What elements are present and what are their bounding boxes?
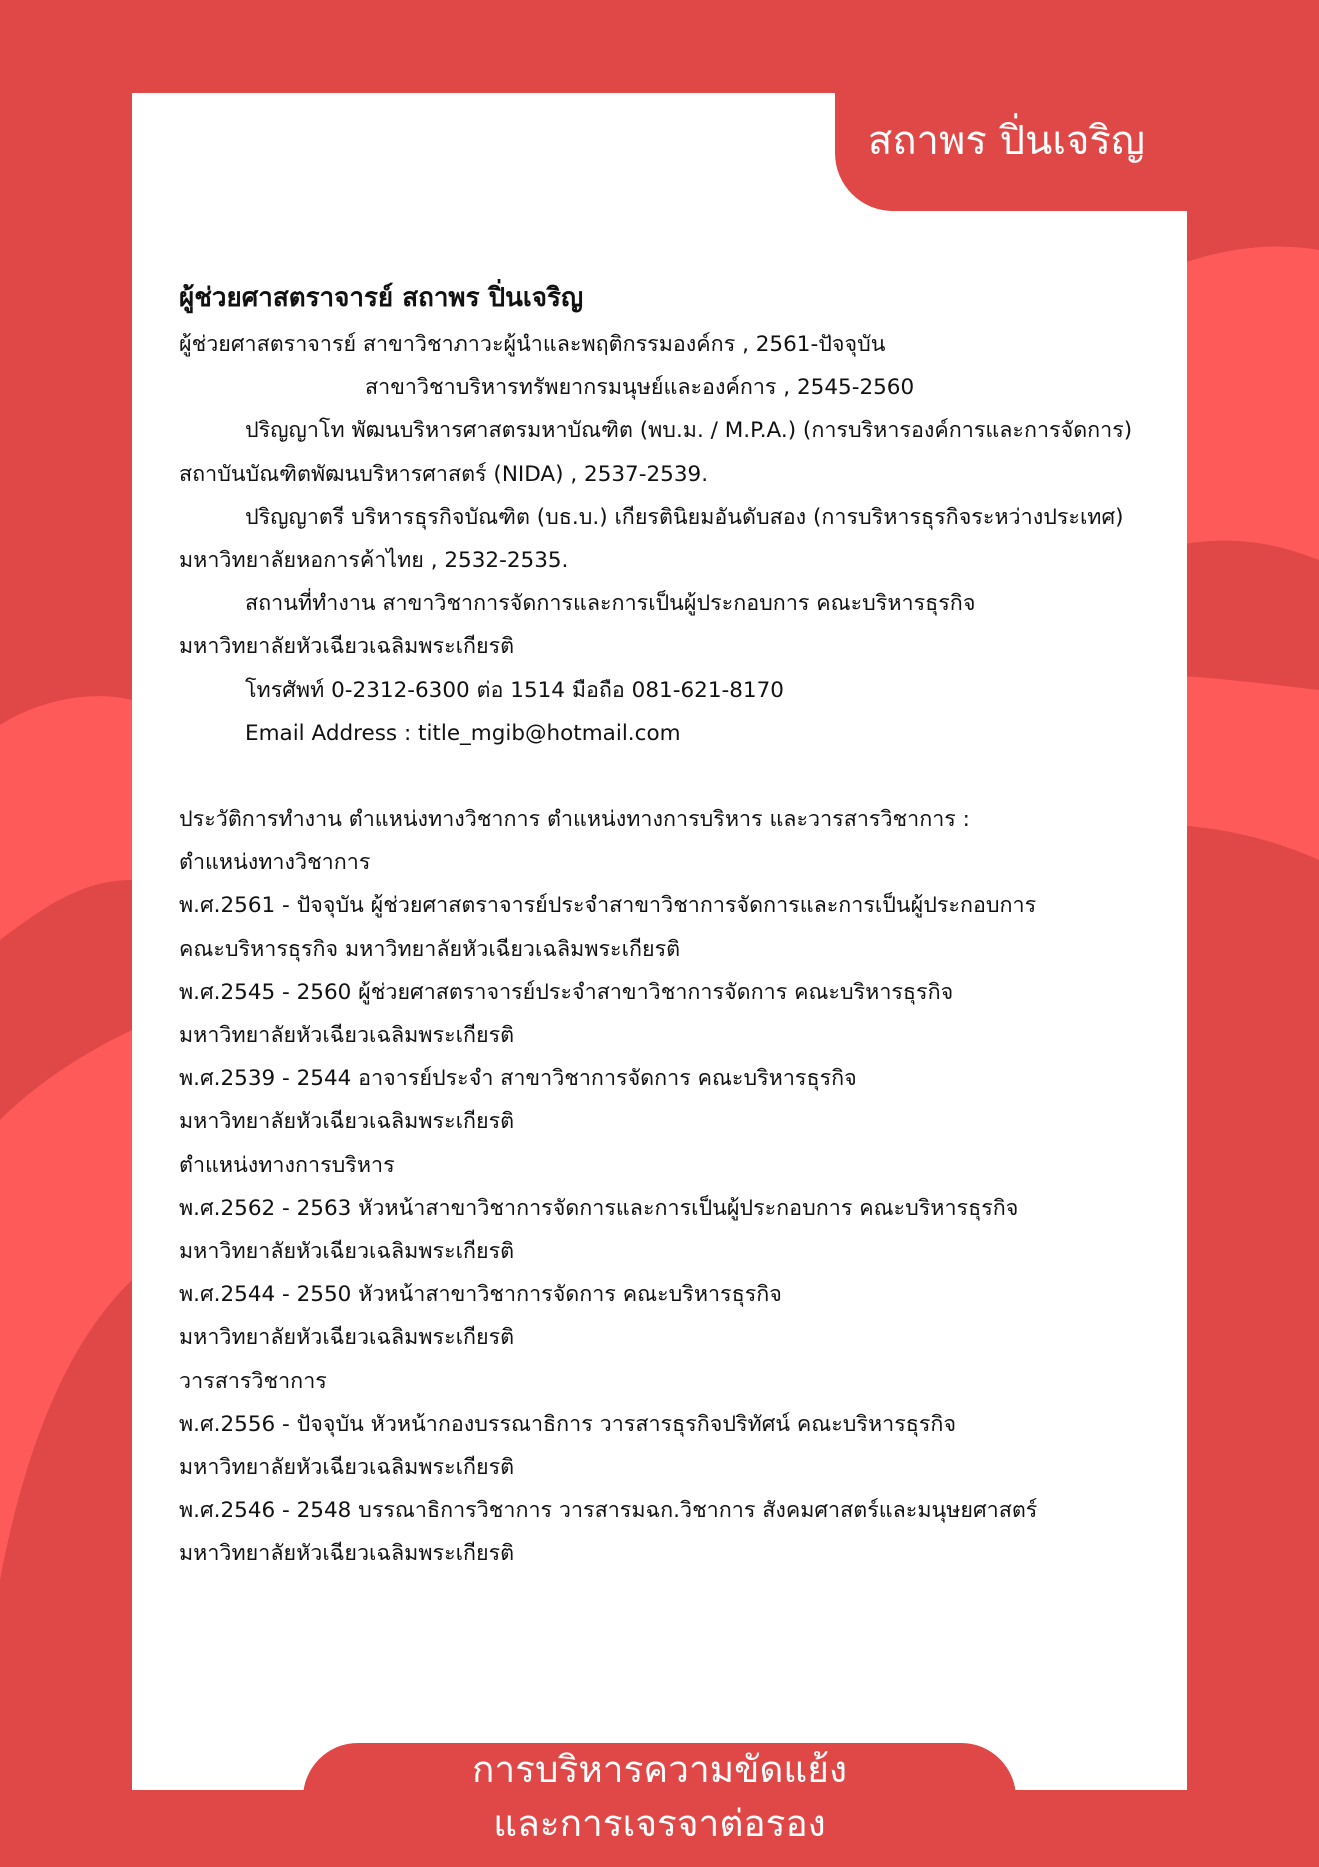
history-line: พ.ศ.2546 - 2548 บรรณาธิการวิชาการ วารสารมฉก.วิชาการ สังคมศาสตร์และมนุษยศาสตร์	[179, 1498, 1038, 1524]
history-line: พ.ศ.2556 - ปัจจุบัน หัวหน้ากองบรรณาธิการ วารสารธุรกิจปริทัศน์ คณะบริหารธุรกิจ	[179, 1411, 957, 1437]
history-line: มหาวิทยาลัยหัวเฉียวเฉลิมพระเกียรติ	[179, 1023, 515, 1048]
history-line: พ.ศ.2562 - 2563 หัวหน้าสาขาวิชาการจัดการและการเป็นผู้ประกอบการ คณะบริหารธุรกิจ	[179, 1195, 1019, 1221]
history-line: พ.ศ.2545 - 2560 ผู้ช่วยศาสตราจารย์ประจำสาขาวิชาการจัดการ คณะบริหารธุรกิจ	[179, 979, 954, 1005]
history-line: มหาวิทยาลัยหัวเฉียวเฉลิมพระเกียรติ	[179, 1109, 515, 1135]
content	[179, 273, 1169, 1575]
history-line: มหาวิทยาลัยหัวเฉียวเฉลิมพระเกียรติ	[179, 1325, 515, 1351]
history-line: พ.ศ.2544 - 2550 หัวหน้าสาขาวิชาการจัดการ คณะบริหารธุรกิจ	[179, 1282, 782, 1308]
profile-line: มหาวิทยาลัยหอการค้าไทย , 2532-2535.	[179, 547, 569, 573]
history-line: มหาวิทยาลัยหัวเฉียวเฉลิมพระเกียรติ	[179, 1238, 515, 1264]
header-tab	[835, 93, 1187, 211]
history-line: ตำแหน่งทางการบริหาร	[179, 1152, 395, 1178]
history-line: คณะบริหารธุรกิจ มหาวิทยาลัยหัวเฉียวเฉลิมพระเกียรติ	[179, 936, 681, 962]
footer-tab	[303, 1743, 1016, 1867]
history-line: พ.ศ.2561 - ปัจจุบัน ผู้ช่วยศาสตราจารย์ประจำสาขาวิชาการจัดการและการเป็นผู้ประกอบการ	[179, 893, 1037, 919]
profile-email: Email Address : title_mgib@hotmail.com	[245, 720, 681, 746]
history-line: ตำแหน่งทางวิชาการ	[179, 850, 371, 876]
history-line: มหาวิทยาลัยหัวเฉียวเฉลิมพระเกียรติ	[179, 1541, 515, 1567]
spacer	[179, 755, 1169, 798]
profile-line: ปริญญาโท พัฒนบริหารศาสตรมหาบัณฑิต (พบ.ม. / M.P.A.) (การบริหารองค์การและการจัดการ)	[245, 418, 1133, 444]
history-line: พ.ศ.2539 - 2544 อาจารย์ประจำ สาขาวิชาการจัดการ คณะบริหารธุรกิจ	[179, 1066, 857, 1092]
footer-title-line-2: และการเจรจาต่อรอง	[493, 1802, 826, 1845]
history-line: มหาวิทยาลัยหัวเฉียวเฉลิมพระเกียรติ	[179, 1454, 515, 1480]
profile-line: ผู้ช่วยศาสตราจารย์ สาขาวิชาภาวะผู้นำและพฤติกรรมองค์กร , 2561-ปัจจุบัน	[179, 332, 886, 357]
profile-phone: โทรศัพท์ 0-2312-6300 ต่อ 1514 มือถือ 081-621-8170	[245, 677, 784, 703]
footer-title-line-1: การบริหารความขัดแย้ง	[471, 1748, 848, 1791]
history-line: วารสารวิชาการ	[179, 1368, 327, 1394]
profile-line: ปริญญาตรี บริหารธุรกิจบัณฑิต (บธ.บ.) เกียรตินิยมอันดับสอง (การบริหารธุรกิจระหว่างประเทศ)	[245, 504, 1124, 530]
header-name: สถาพร ปิ่นเจริญ	[867, 118, 1145, 164]
profile-line: สาขาวิชาบริหารทรัพยากรมนุษย์และองค์การ , 2545-2560	[365, 375, 915, 401]
profile-title: ผู้ช่วยศาสตราจารย์ สถาพร ปิ่นเจริญ	[179, 283, 584, 313]
history-heading: ประวัติการทำงาน ตำแหน่งทางวิชาการ ตำแหน่งทางการบริหาร และวารสารวิชาการ :	[179, 807, 970, 833]
profile-line: สถานที่ทำงาน สาขาวิชาการจัดการและการเป็นผู้ประกอบการ คณะบริหารธุรกิจ	[245, 591, 976, 617]
profile-line: สถาบันบัณฑิตพัฒนบริหารศาสตร์ (NIDA) , 2537-2539.	[179, 461, 709, 487]
profile-line: มหาวิทยาลัยหัวเฉียวเฉลิมพระเกียรติ	[179, 634, 515, 660]
